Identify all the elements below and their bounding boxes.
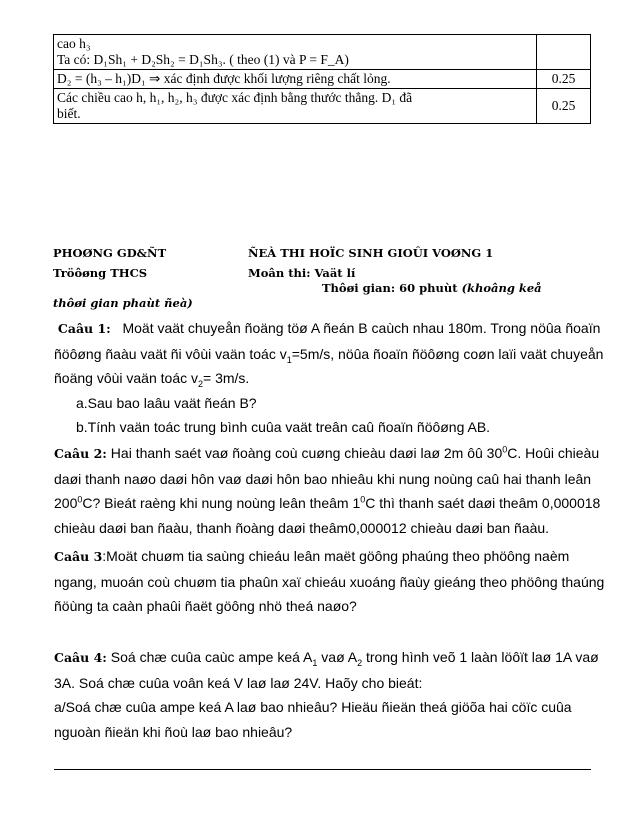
time-note-cont [53,296,193,310]
table-cell-score [537,35,591,70]
q2-text: C. Hoûi chieàu [507,445,600,461]
q2-text: Hai thanh saét vaø ñoàng coù cuøng chieàu daøi laø 2m ôû 30 [110,445,503,461]
q1-part-b: b.Tính vaän toác trung bình cuûa vaät treân caû ñoaïn ñöôøng AB. [76,419,491,435]
subscript: 2 [357,657,363,668]
question-2 [54,441,601,540]
superscript: 0 [502,444,508,455]
question-3 [54,544,605,619]
table-cell-content [54,35,537,70]
table-text: biết. [57,106,81,121]
table-text: D₂ = (h₃ – h₁)D₁ ⇒ xác định được khối lượng riêng chất lỏng. [57,71,391,86]
q1-text: Moät vaät chuyeån ñoäng töø A ñeán B caùch nhau 180m. Trong nöûa ñoaïn [122,320,601,336]
q1-line [54,342,604,367]
question-label: Caâu 2: [54,446,107,461]
q3-line: ngang, muoán coù chuøm tia phaûn xaï chieáu xuoáng ñaùy gieáng theo phöông thaúng [54,573,605,590]
q4-text: vaø A [321,649,358,665]
q3-line [54,544,594,570]
time-text: Thôøi gian: 60 phuùt [322,281,458,295]
q1-line [54,366,594,391]
q4-line [54,645,599,671]
q1-part-a: a.Sau bao laâu vaät ñeán B? [76,394,257,411]
q4-line: nguoàn ñieän khi ñoù laø bao nhieâu? [54,723,293,740]
table-row [54,70,591,89]
q4-line: a/Soá chæ cuûa ampe keá A laø bao nhieâu? Hieäu ñieän theá giöõa hai cöïc cuûa [54,699,572,715]
q1-text: ñöôøng ñaàu vaät ñi vôùi vaän toác v [54,345,287,362]
time-note-2: thôøi gian phaùt ñeà) [53,296,193,310]
question-label: Caâu 1: [57,321,111,336]
table-cell-content [54,89,537,124]
subscript: 2 [198,378,204,389]
time-note: (khoâng keå [461,281,542,295]
page-footer-divider [54,769,591,770]
time-label [322,281,542,295]
q4-line: 3A. Soá chæ cuûa voân keá V laø laø 24V. Haõy cho bieát: [54,674,423,691]
table-cell-score: 0.25 [537,70,591,89]
table-cell-content [54,70,537,89]
table-row [54,35,591,70]
q4-text: Soá chæ cuûa caùc ampe keá A [110,649,313,665]
q1-text: ñoäng vôùi vaän toác v [54,370,198,386]
superscript: 0 [77,494,83,505]
school-label: Tröôøng THCS [53,266,148,280]
q1-line [54,316,601,342]
answer-table [53,34,591,124]
subscript: 1 [312,657,318,668]
q2-line: daøi thanh naøo daøi hôn vaø daøi hôn bao nhieâu khi nung noùng caû hai thanh leân [54,470,592,487]
q2-line [54,441,600,467]
q1-text: =5m/s, nöûa ñoaïn ñöôøng coøn laïi vaät chuyeån [291,345,604,362]
table-text: Các chiều cao h, h₁, h₂, h₃ được xác định bằng thước thẳng. D₁ đã [57,90,413,105]
q2-text: 200 [54,495,78,511]
q2-text: C thì thanh saét daøi theâm 0,000018 [365,495,601,511]
subscript: 1 [286,354,292,365]
question-4 [54,645,599,744]
exam-title: ÑEÀ THI HOÏC SINH GIOÛI VOØNG 1 [248,246,494,260]
q3-text: :Moät chuøm tia saùng chieáu leân maët göông phaúng theo phöông naèm [102,548,570,564]
table-row [54,89,591,124]
subject-label: Moân thi: Vaät lí [248,266,356,280]
superscript: 0 [360,494,366,505]
question-1 [54,316,604,440]
q2-line: chieàu daøi ban ñaàu, thanh ñoàng daøi theâm0,000012 chieàu daøi ban ñaàu. [54,519,550,536]
question-label: Caâu 3 [54,549,103,564]
department-label: PHOØNG GD&ÑT [53,246,167,260]
q2-line [54,491,601,516]
question-label: Caâu 4: [54,650,107,665]
q2-text: C? Bieát raèng khi nung noùng leân theâm 1 [82,495,361,511]
q4-text: trong hình veõ 1 laàn löôït laø 1A vaø [365,649,599,665]
table-cell-score: 0.25 [537,89,591,124]
q1-text: = 3m/s. [203,370,250,386]
table-text: cao h₃ [57,36,91,51]
q3-line: ñöùng ta caàn phaûi ñaët göông nhö theá naøo? [54,598,357,614]
table-text: Ta có: D₁Sh₁ + D₂Sh₂ = D₁Sh₃. ( theo (1) và P = F_A) [57,52,349,67]
